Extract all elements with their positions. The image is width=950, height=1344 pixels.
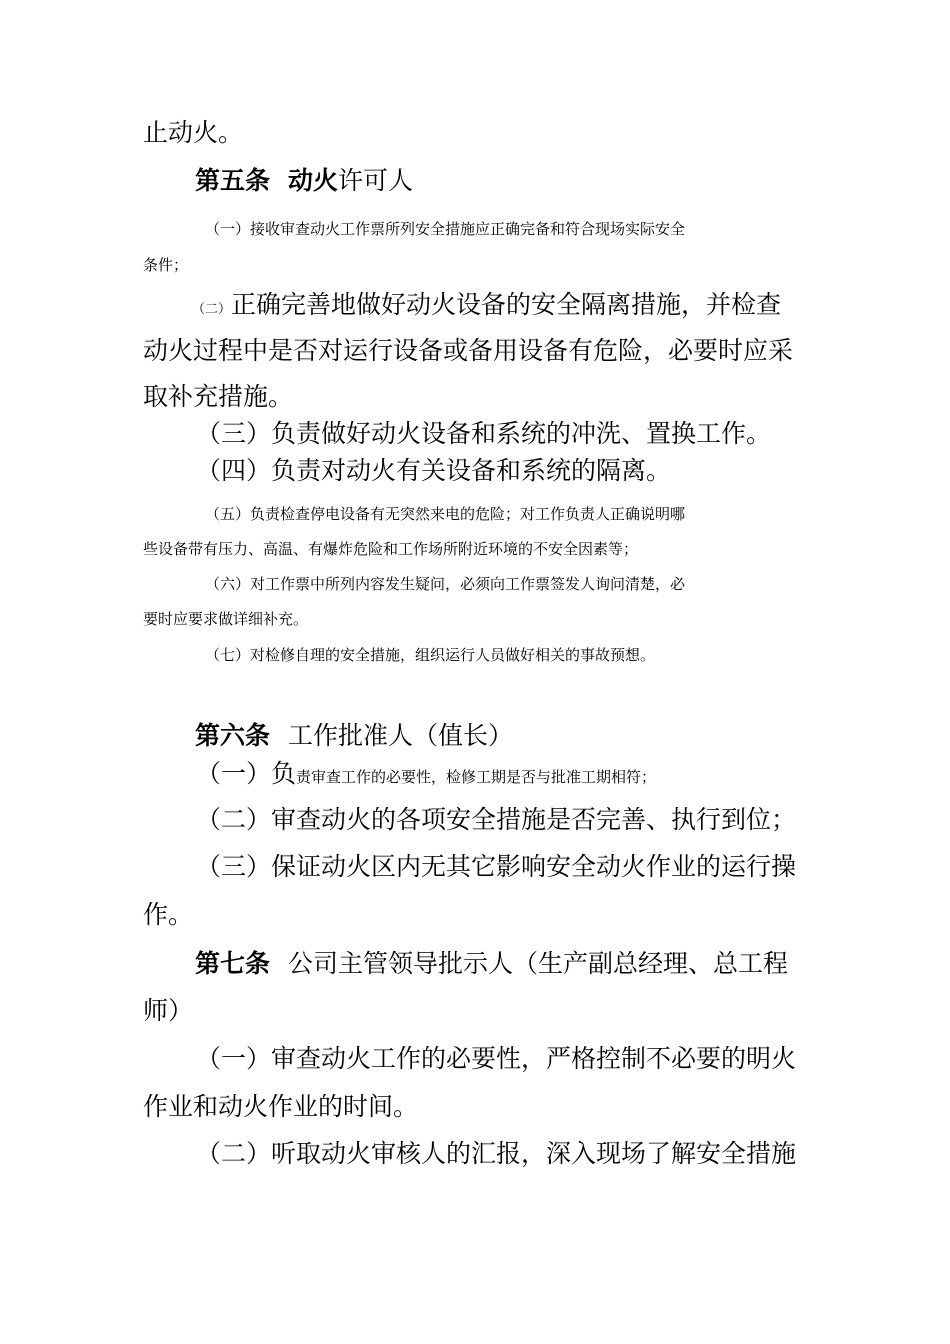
text-line xyxy=(192,292,781,317)
article-title: 许可人 xyxy=(337,166,413,195)
text-line: 作业和动火作业的时间。 xyxy=(143,1092,419,1121)
article-number: 第五条 xyxy=(195,166,271,195)
item-marker-small: （二） xyxy=(192,302,232,317)
text-line: 止动火。 xyxy=(143,118,244,147)
text-line: （一）审查动火工作的必要性，严格控制不必要的明火 xyxy=(196,1044,797,1073)
article-number: 第六条 xyxy=(195,721,271,750)
text-line: （二）审查动火的各项安全措施是否完善、执行到位； xyxy=(196,805,797,834)
text-line: （三）负责做好动火设备和系统的冲洗、置换工作。 xyxy=(196,419,772,448)
text-line: （四）负责对动火有关设备和系统的隔离。 xyxy=(196,456,672,485)
text-line: （一）接收审查动火工作票所列安全措施应正确完备和符合现场实际安全 xyxy=(205,220,686,238)
text-line: （七）对检修自理的安全措施，组织运行人员做好相关的事故预想。 xyxy=(205,646,656,664)
text-line xyxy=(196,761,656,786)
text-line: 动火过程中是否对运行设备或备用设备有危险，必要时应采 xyxy=(143,336,794,365)
text-line: （六）对工作票中所列内容发生疑问，必须向工作票签发人询问清楚，必 xyxy=(205,575,686,593)
item-marker: （一）负 xyxy=(196,759,297,788)
article-number: 第七条 xyxy=(195,949,271,978)
text-line: 作。 xyxy=(143,900,194,929)
article-7-heading xyxy=(195,951,788,976)
text-line: （五）负责检查停电设备有无突然来电的危险；对工作负责人正确说明哪 xyxy=(205,505,686,523)
article-title: 工作批准人（值长） xyxy=(287,721,513,750)
text-line: 要时应要求做详细补充。 xyxy=(143,610,309,628)
text-line: 些设备带有压力、高温、有爆炸危险和工作场所附近环境的不安全因素等； xyxy=(143,540,639,558)
article-6-heading xyxy=(195,723,513,748)
article-title: 公司主管领导批示人（生产副总经理、总工程 xyxy=(287,949,788,978)
text-line: 师） xyxy=(143,996,194,1025)
text-line: （二）听取动火审核人的汇报，深入现场了解安全措施 xyxy=(196,1139,797,1168)
article-5-heading xyxy=(195,168,413,193)
item-text: 正确完善地做好动火设备的安全隔离措施，并检查 xyxy=(231,290,782,319)
item-text-small: 责审查工作的必要性，检修工期是否与批准工期相符； xyxy=(296,768,657,786)
article-title-bold: 动火 xyxy=(287,166,338,195)
text-line: 条件； xyxy=(143,256,189,274)
text-line: 取补充措施。 xyxy=(143,382,294,411)
text-line: （三）保证动火区内无其它影响安全动火作业的运行操 xyxy=(196,852,797,881)
